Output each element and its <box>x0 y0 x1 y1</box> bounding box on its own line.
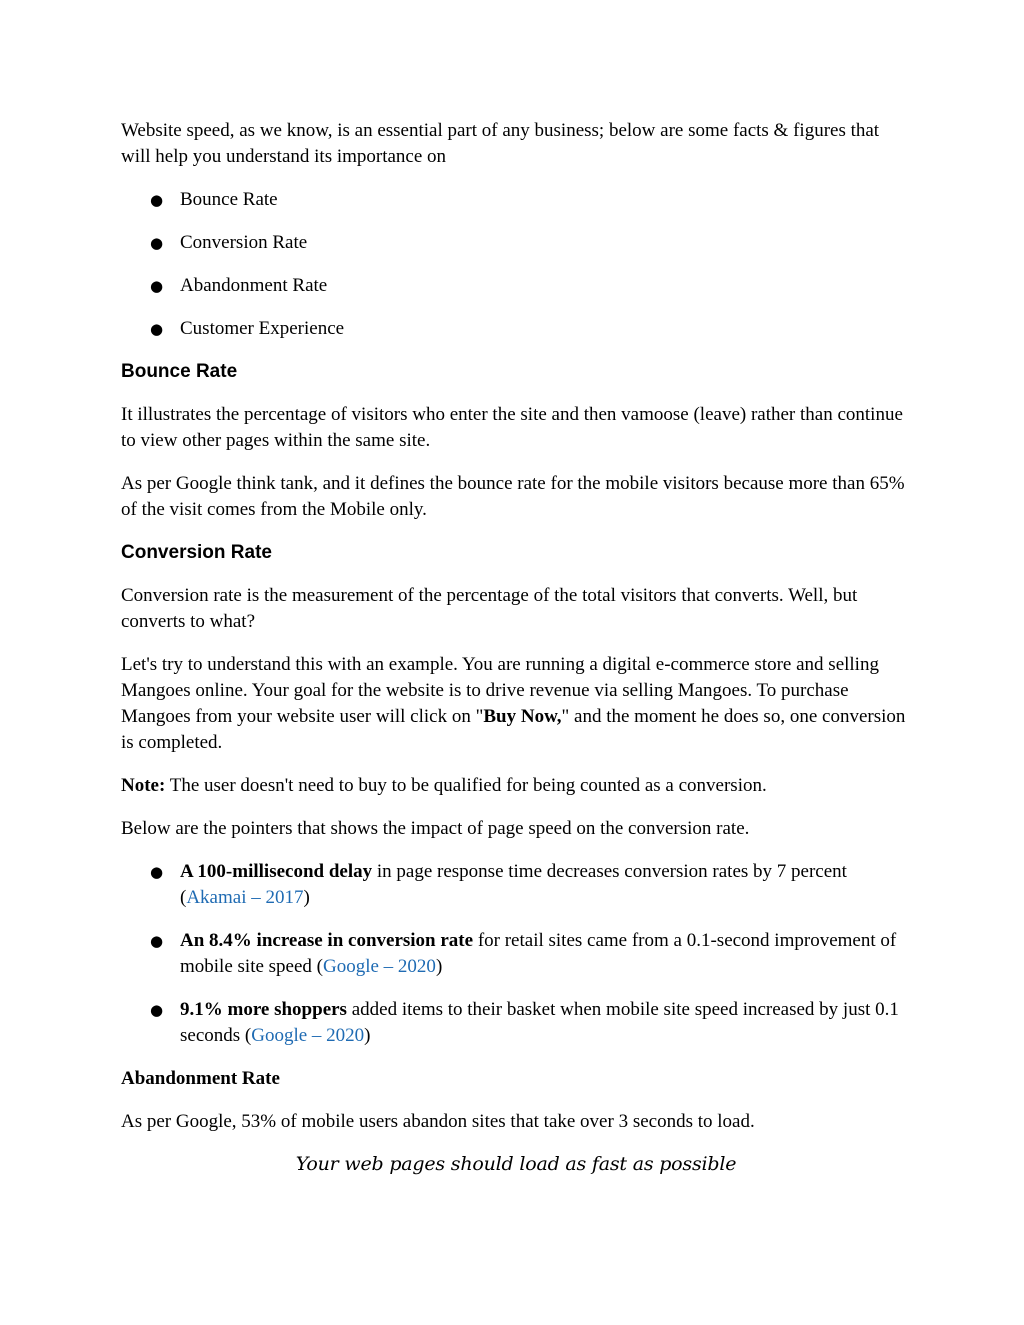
stat-highlight: A 100-millisecond delay <box>180 861 373 882</box>
stat-text: for retail sites came from a 0.1-second improvement of mobile site speed ( <box>180 930 897 977</box>
stat-close: ) <box>364 1025 371 1046</box>
bounce-rate-definition: It illustrates the percentage of visitors who enter the site and then vamoose (leave) rather than continue to view other pages within the same site. <box>121 404 903 451</box>
example-text: Let's try to understand this with an example. You are running a digital e-commerce store and selling Mangoes online. Your goal for the website is to drive revenue via selling Mangoes. To purchase Mangoes from your website user will click on " <box>121 654 879 727</box>
bullet-icon: ● <box>150 863 164 881</box>
list-item <box>121 316 911 342</box>
stat-highlight: 9.1% more shoppers <box>180 999 347 1020</box>
stats-list <box>121 859 911 1049</box>
conversion-rate-definition: Conversion rate is the measurement of the percentage of the total visitors that converts. Well, but converts to what? <box>121 585 858 632</box>
document-body <box>121 118 911 1177</box>
stat-close: ) <box>435 956 443 977</box>
conversion-example <box>121 652 911 756</box>
list-item <box>121 273 911 299</box>
source-link-google[interactable]: Google – 2020 <box>251 1025 365 1046</box>
bullet-icon: ● <box>150 234 164 252</box>
list-item <box>121 997 911 1049</box>
stat-text: in page response time decreases conversion rates by 7 percent ( <box>180 861 847 908</box>
bounce-rate-google: As per Google think tank, and it defines the bounce rate for the mobile visitors because more than 65% of the visit comes from the Mobile only. <box>121 473 905 520</box>
note-text: The user doesn't need to buy to be qualified for being counted as a conversion. <box>165 775 767 796</box>
topic-label: Customer Experience <box>180 318 345 339</box>
bounce-rate-heading: Bounce Rate <box>121 361 238 382</box>
abandonment-rate-heading: Abandonment Rate <box>121 1068 280 1089</box>
bullet-icon: ● <box>150 191 164 209</box>
bullet-icon: ● <box>150 277 164 295</box>
intro-paragraph: Website speed, as we know, is an essential part of any business; below are some facts & figures that will help you understand its importance on <box>121 120 880 167</box>
stat-close: ) <box>303 887 310 908</box>
bullet-icon: ● <box>150 1001 164 1019</box>
note-label: Note: <box>121 775 166 796</box>
bullet-icon: ● <box>150 932 164 950</box>
list-item <box>121 928 911 980</box>
list-item <box>121 859 911 911</box>
stat-highlight: An 8.4% increase in conversion rate <box>180 930 474 951</box>
bullet-icon: ● <box>150 320 164 338</box>
buy-now-label: Buy Now, <box>483 706 562 727</box>
topic-label: Bounce Rate <box>180 189 278 210</box>
topic-label: Abandonment Rate <box>180 275 328 296</box>
topic-label: Conversion Rate <box>180 232 308 253</box>
source-link-akamai[interactable]: Akamai – 2017 <box>186 887 304 908</box>
example-text-end: " and the moment he does so, one conversion is completed. <box>121 706 906 753</box>
conversion-note <box>121 773 911 799</box>
list-item <box>121 187 911 213</box>
list-item <box>121 230 911 256</box>
abandonment-rate-text: As per Google, 53% of mobile users abandon sites that take over 3 seconds to load. <box>121 1111 755 1132</box>
source-link-google[interactable]: Google – 2020 <box>323 956 436 977</box>
stat-text: added items to their basket when mobile site speed increased by just 0.1 seconds ( <box>180 999 899 1046</box>
topic-list <box>121 187 911 342</box>
tagline: Your web pages should load as fast as possible <box>295 1153 737 1175</box>
pointers-intro: Below are the pointers that shows the impact of page speed on the conversion rate. <box>121 818 750 839</box>
conversion-rate-heading: Conversion Rate <box>121 542 272 563</box>
